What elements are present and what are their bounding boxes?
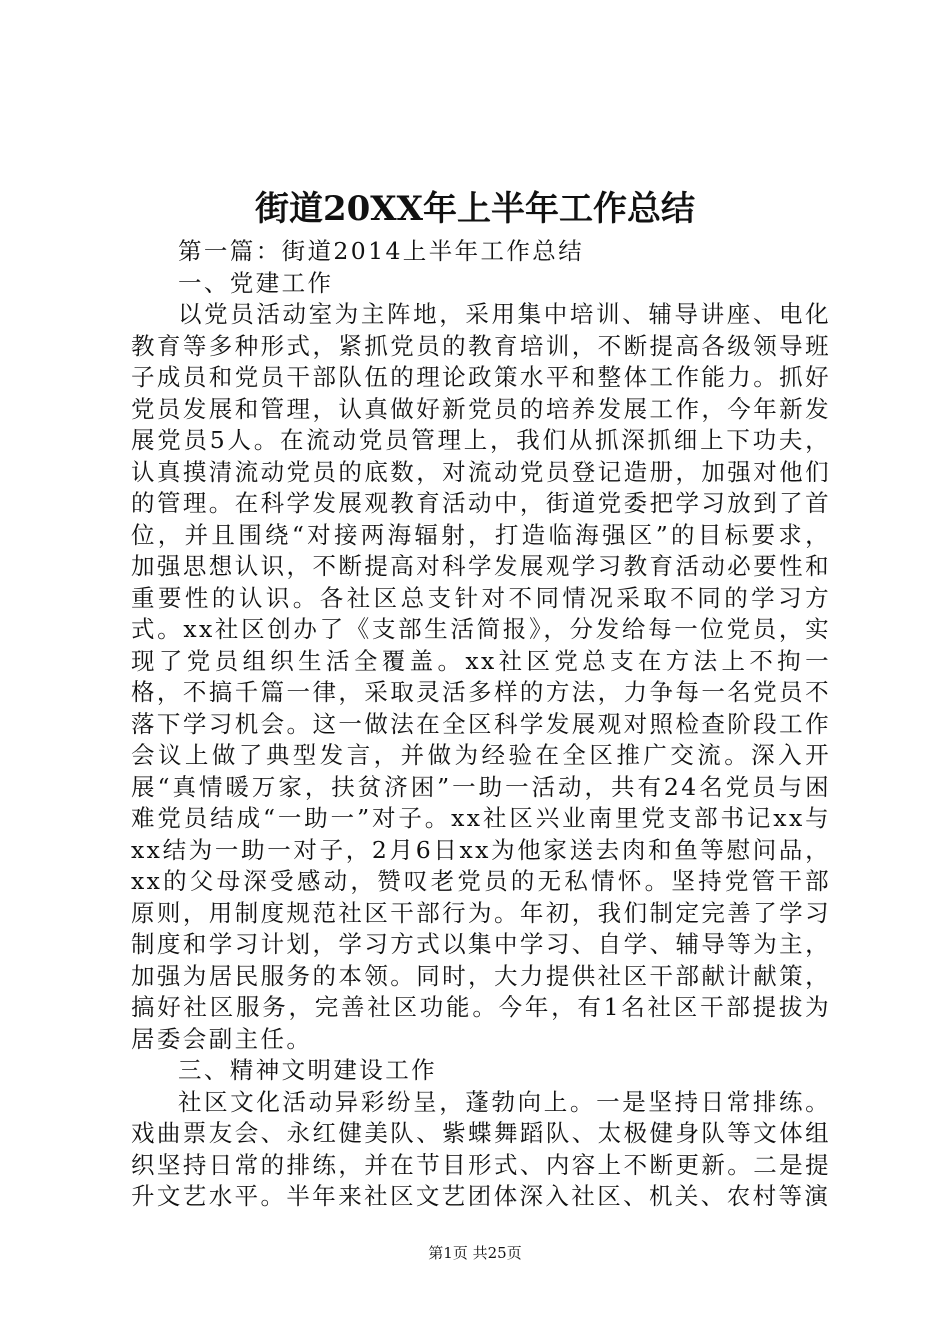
document-body <box>131 236 831 1213</box>
section-heading-part-one: 第一篇：街道2014上半年工作总结 <box>178 237 585 265</box>
paragraph-community-culture: 社区文化活动异彩纷呈，蓬勃向上。一是坚持日常排练。戏曲票友会、永红健美队、紫蝶舞蹈队、太极健身队等文体组织坚持日常的排练，并在节目形式、内容上不断更新。二是提升文艺水平。半年来社区文艺团体深入社区、机关、农村等演 <box>131 1087 831 1210</box>
section-heading-spiritual-civilization: 三、精神文明建设工作 <box>178 1056 437 1084</box>
document-title: 街道20XX年上半年工作总结 <box>254 189 696 229</box>
paragraph-party-building: 以党员活动室为主阵地，采用集中培训、辅导讲座、电化教育等多种形式，紧抓党员的教育培训，不断提高各级领导班子成员和党员干部队伍的理论政策水平和整体工作能力。抓好党员发展和管理，认真做好新党员的培养发展工作，今年新发展党员5人。在流动党员管理上，我们从抓深抓细上下功夫，认真摸清流动党员的底数，对流动党员登记造册，加强对他们的管理。在科学发展观教育活动中，街道党委把学习放到了首位，并且围绕“对接两海辐射，打造临海强区”的目标要求，加强思想认识，不断提高对科学发展观学习教育活动必要性和重要性的认识。各社区总支针对不同情况采取不同的学习方式。xx社区创办了《支部生活简报》，分发给每一位党员，实现了党员组织生活全覆盖。xx社区党总支在方法上不拘一格，不搞千篇一律，采取灵活多样的方法，力争每一名党员不落下学习机会。这一做法在全区科学发展观对照检查阶段工作会议上做了典型发言，并做为经验在全区推广交流。深入开展“真情暖万家，扶贫济困”一助一活动，共有24名党员与困难党员结成“一助一”对子。xx社区兴业南里党支部书记xx与xx结为一助一对子，2月6日xx为他家送去肉和鱼等慰问品，xx的父母深受感动，赞叹老党员的无私情怀。坚持党管干部原则，用制度规范社区干部行为。年初，我们制定完善了学习制度和学习计划，学习方式以集中学习、自学、辅导等为主，加强为居民服务的本领。同时，大力提供社区干部献计献策，搞好社区服务，完善社区功能。今年，有1名社区干部提拔为居委会副主任。 <box>131 300 831 1053</box>
page-footer: 第1页 共25页 <box>428 1244 522 1262</box>
section-heading-party-building: 一、党建工作 <box>178 268 334 297</box>
